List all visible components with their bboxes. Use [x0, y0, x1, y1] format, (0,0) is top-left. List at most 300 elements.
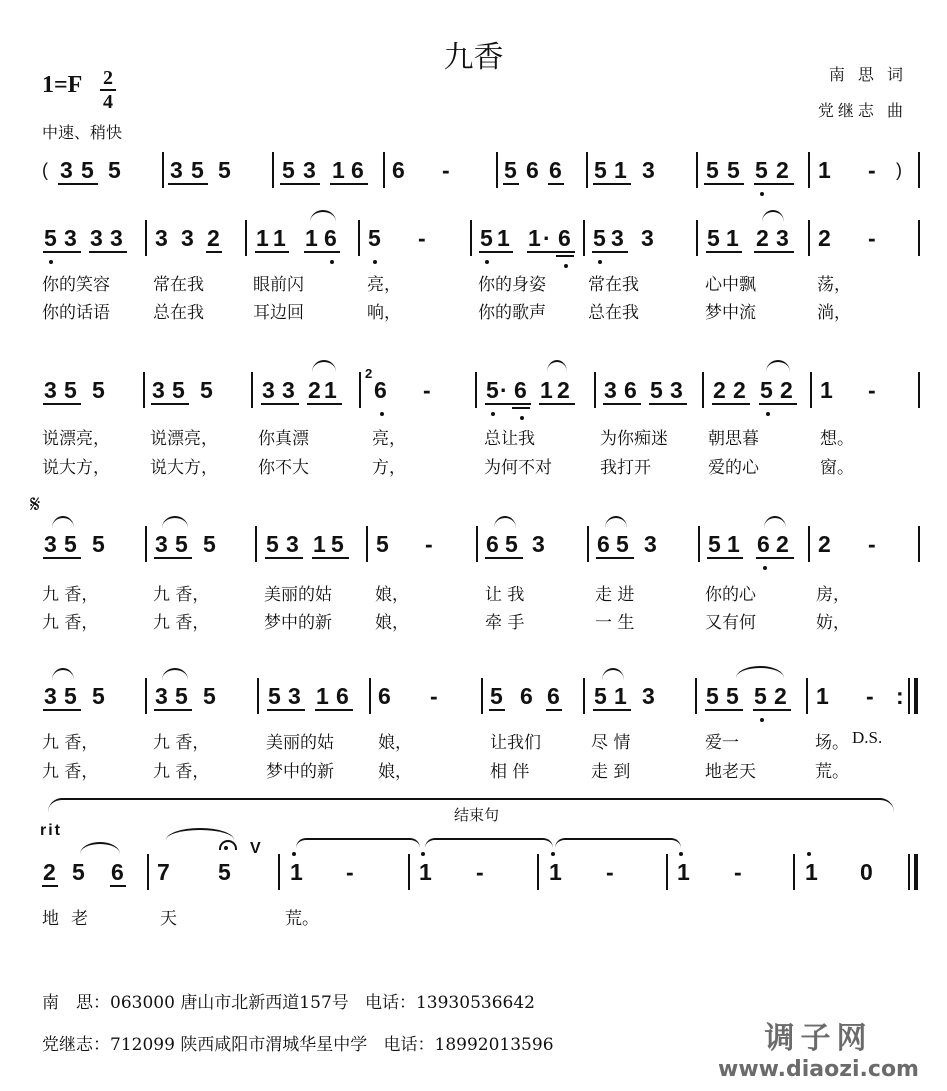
note: 6 [374, 377, 387, 403]
lyric-syllable: 朝思暮 [708, 429, 759, 449]
note: 1 [614, 157, 627, 183]
note: 2 [733, 377, 746, 403]
lyric-syllable: 亮， [372, 429, 406, 449]
note: 5 [218, 859, 231, 885]
lyric-syllable: 九 香， [153, 762, 210, 782]
note: 3 [44, 683, 57, 709]
note: · [500, 377, 508, 403]
tie [425, 838, 553, 850]
slur [52, 668, 74, 680]
lyric-syllable: 我打开 [600, 458, 651, 478]
note: 2 [776, 157, 789, 183]
note: 6 [324, 225, 337, 251]
note: 1 [273, 225, 286, 251]
key-signature: 1=F [42, 72, 83, 98]
note: - [442, 157, 450, 183]
beam-underline [503, 183, 519, 185]
tempo-marking: 中速、稍快 [42, 123, 123, 142]
note: 3 [262, 377, 275, 403]
lyric-syllable: 说漂亮， [150, 429, 218, 449]
repeat-dots: : [896, 683, 904, 709]
lyric-syllable: 让 我 [485, 585, 525, 605]
high-octave-dot [292, 852, 296, 856]
barline [147, 854, 149, 890]
lyric-syllable: 方， [372, 458, 406, 478]
barline [698, 526, 700, 562]
note: 5 [64, 377, 77, 403]
lyric-syllable: 窗。 [820, 458, 854, 478]
low-octave-dot [380, 412, 384, 416]
lyric-syllable: 你的笑容 [42, 275, 110, 295]
barline [257, 678, 259, 714]
note: 5 [108, 157, 121, 183]
barline [366, 526, 368, 562]
slur [764, 516, 786, 528]
note: · [543, 225, 551, 251]
high-octave-dot [807, 852, 811, 856]
note: 5 [754, 683, 767, 709]
note: 3 [303, 157, 316, 183]
low-octave-dot [330, 260, 334, 264]
beam-underline [304, 251, 340, 253]
lyric-syllable: 你真漂 [258, 429, 309, 449]
lyric-syllable: 天 [160, 909, 177, 929]
slur [80, 842, 120, 854]
note: 1 [820, 377, 833, 403]
beam-underline [265, 557, 303, 559]
segno-sign: 𝄋 [30, 490, 41, 518]
fermata-icon [219, 840, 237, 850]
beam-underline [707, 557, 743, 559]
note: 2 [308, 377, 321, 403]
lyric-syllable: 娘， [378, 733, 412, 753]
note: - [346, 859, 354, 885]
lyric-syllable: 心中飘 [705, 275, 756, 295]
lyric-syllable: 美丽的姑 [264, 585, 332, 605]
lyric-syllable: 为何不对 [484, 458, 552, 478]
watermark-brand: 调子网 [764, 1021, 873, 1056]
lyric-syllable: 场。 [815, 733, 849, 753]
note: 5 [616, 531, 629, 557]
note: 3 [282, 377, 295, 403]
note: 3 [44, 531, 57, 557]
barline [695, 678, 697, 714]
lyric-syllable: 你不大 [258, 458, 309, 478]
slur [766, 360, 790, 372]
lyrics-line-4-verse-1 [0, 580, 947, 604]
note: 5 [72, 859, 85, 885]
note: - [430, 683, 438, 709]
note: 3 [644, 531, 657, 557]
beam-underline [705, 709, 743, 711]
slur [166, 828, 234, 840]
note: 5 [44, 225, 57, 251]
note: 1 [614, 683, 627, 709]
slur [310, 210, 336, 222]
lyric-syllable: 荒。 [285, 909, 319, 929]
beam-underline [315, 709, 353, 711]
final-barline [914, 854, 918, 890]
lyrics-line-4-verse-2 [0, 608, 947, 632]
note: 2 [713, 377, 726, 403]
slur [547, 360, 567, 372]
barline [408, 854, 410, 890]
note: 2 [557, 377, 570, 403]
note: 5 [92, 683, 105, 709]
barline [808, 526, 810, 562]
note: 5 [505, 531, 518, 557]
beam-underline [89, 251, 127, 253]
lyric-syllable: 九 香， [42, 613, 99, 633]
lyrics-line-5-verse-2 [0, 757, 947, 781]
lyric-syllable: 九 香， [153, 613, 210, 633]
barline [908, 854, 910, 890]
composer-credit: 党继志 曲 [817, 101, 907, 120]
breath-mark: V [250, 840, 261, 857]
beam-underline [753, 709, 791, 711]
note: 5 [268, 683, 281, 709]
lyric-syllable: 为你痴迷 [600, 429, 668, 449]
beam-underline [42, 885, 58, 887]
note: 5 [64, 683, 77, 709]
note: 3 [642, 157, 655, 183]
lyrics-line-3-verse-1 [0, 424, 947, 448]
note: 5 [480, 225, 493, 251]
note: 3 [642, 683, 655, 709]
slur [494, 516, 516, 528]
note: 5 [92, 377, 105, 403]
lyric-syllable: 眼前闪 [253, 275, 304, 295]
note: 0 [860, 859, 873, 885]
note: 3 [90, 225, 103, 251]
note: 5 [218, 157, 231, 183]
lyrics-line-6 [0, 904, 947, 928]
note: 5 [650, 377, 663, 403]
beam-underline [43, 251, 81, 253]
barline [359, 372, 361, 408]
lyric-syllable: 你的歌声 [478, 303, 546, 323]
barline [586, 152, 588, 188]
low-octave-dot [763, 566, 767, 570]
note: 1 [419, 859, 432, 885]
note: 3 [604, 377, 617, 403]
barline [475, 372, 477, 408]
beam-underline [43, 403, 81, 405]
note: 3 [181, 225, 194, 251]
note: 1 [324, 377, 337, 403]
barline [143, 372, 145, 408]
note: 6 [526, 157, 539, 183]
lyricist-contact: 南 思：063000 唐山市北新西道157号 电话：13930536642 [42, 993, 535, 1013]
time-signature [100, 68, 116, 112]
score-line-2 [0, 224, 947, 264]
note: - [734, 859, 742, 885]
lyric-syllable: 荡， [817, 275, 851, 295]
high-octave-dot [421, 852, 425, 856]
barline [696, 152, 698, 188]
note: 2 [780, 377, 793, 403]
note: 3 [641, 225, 654, 251]
note: 1 [256, 225, 269, 251]
note: 1 [313, 531, 326, 557]
slur [162, 668, 188, 680]
lyric-syllable: 九 香， [153, 585, 210, 605]
barline [245, 220, 247, 256]
lyric-syllable: 说漂亮， [42, 429, 110, 449]
beam-underline [312, 557, 349, 559]
note: 6 [486, 531, 499, 557]
note: 3 [155, 683, 168, 709]
ds-marking: D.S. [852, 728, 883, 747]
beam-underline [58, 183, 98, 185]
low-octave-dot [766, 412, 770, 416]
beam-underline [168, 183, 208, 185]
beam-underline [485, 403, 531, 405]
note: 6 [549, 157, 562, 183]
low-octave-dot [598, 260, 602, 264]
note: 5 [490, 683, 503, 709]
lyric-syllable: 九 香， [153, 733, 210, 753]
beam-underline [255, 251, 289, 253]
barline [583, 678, 585, 714]
note: 5 [331, 531, 344, 557]
barline [251, 372, 253, 408]
note: 5 [594, 157, 607, 183]
slur [602, 668, 624, 680]
note: 5 [707, 225, 720, 251]
note: 6 [597, 531, 610, 557]
lyric-syllable: 相 伴 [490, 762, 530, 782]
note: 1 [805, 859, 818, 885]
barline [696, 220, 698, 256]
barline [666, 854, 668, 890]
note: 3 [286, 531, 299, 557]
beam-underline [593, 709, 631, 711]
note: - [866, 683, 874, 709]
lyric-syllable: 梦中流 [705, 303, 756, 323]
low-octave-dot [760, 192, 764, 196]
lyric-syllable: 想。 [820, 429, 854, 449]
note: 6 [558, 225, 571, 251]
note: 5 [203, 531, 216, 557]
note: - [418, 225, 426, 251]
barline [537, 854, 539, 890]
barline [908, 678, 910, 714]
score-line-6 [0, 840, 947, 898]
note: - [868, 157, 876, 183]
lyric-syllable: 荒。 [815, 762, 849, 782]
score-line-4 [0, 530, 947, 570]
lyric-syllable: 淌， [817, 303, 851, 323]
lyric-syllable: 美丽的姑 [266, 733, 334, 753]
beam-underline [330, 183, 368, 185]
beam-underline [546, 709, 562, 711]
lyric-syllable: 妨， [816, 613, 850, 633]
note: 2 [776, 531, 789, 557]
barline [481, 678, 483, 714]
tie [296, 838, 420, 850]
note: - [868, 377, 876, 403]
note: 6 [336, 683, 349, 709]
barline [587, 526, 589, 562]
high-octave-dot [679, 852, 683, 856]
barline [583, 220, 585, 256]
tie [555, 838, 681, 850]
note: 5 [203, 683, 216, 709]
note: 5 [64, 531, 77, 557]
note: 3 [611, 225, 624, 251]
note: - [868, 531, 876, 557]
barline [369, 678, 371, 714]
beam-underline [539, 403, 575, 405]
note: 5 [368, 225, 381, 251]
barline [793, 854, 795, 890]
beam-underline [110, 885, 126, 887]
barline [358, 220, 360, 256]
barline [702, 372, 704, 408]
note: - [425, 531, 433, 557]
barline [145, 678, 147, 714]
lyric-syllable: 爱一 [705, 733, 739, 753]
barline [918, 152, 920, 188]
barline [806, 678, 808, 714]
lyricist-credit: 南 思 词 [828, 65, 907, 84]
note: 3 [64, 225, 77, 251]
beam-underline [479, 251, 513, 253]
note: 2 [818, 225, 831, 251]
note: 5 [175, 531, 188, 557]
lyric-syllable: 说大方， [42, 458, 110, 478]
lyric-syllable: 你的身姿 [478, 275, 546, 295]
beam-underline [151, 403, 189, 405]
ending-label: 结束句 [454, 806, 500, 824]
lyric-syllable: 又有何 [705, 613, 756, 633]
barline [470, 220, 472, 256]
note: 6 [514, 377, 527, 403]
barline [918, 526, 920, 562]
barline [383, 152, 385, 188]
note: 5 [706, 157, 719, 183]
note: 6 [624, 377, 637, 403]
note: 3 [288, 683, 301, 709]
beam-underline [603, 403, 641, 405]
note: 1 [540, 377, 553, 403]
note: 1 [726, 225, 739, 251]
barline [810, 372, 812, 408]
lyric-syllable: 常在我 [588, 275, 639, 295]
barline [496, 152, 498, 188]
note: 1 [528, 225, 541, 251]
note: 2 [207, 225, 220, 251]
lyric-syllable: 地老天 [705, 762, 756, 782]
score-line-1 [0, 156, 947, 196]
note: 6 [378, 683, 391, 709]
barline [145, 526, 147, 562]
note: 3 [532, 531, 545, 557]
barline [255, 526, 257, 562]
note: 2 [756, 225, 769, 251]
barline [808, 220, 810, 256]
beam-underline [754, 251, 794, 253]
lyric-syllable: 地老 [42, 909, 100, 929]
score-line-3 [0, 366, 947, 416]
beam-underline [154, 557, 192, 559]
lyric-syllable: 尽 情 [591, 733, 631, 753]
lyric-syllable: 总让我 [484, 429, 535, 449]
beam-underline [261, 403, 299, 405]
note: 3 [60, 157, 73, 183]
note: 5 [706, 683, 719, 709]
note: 5 [708, 531, 721, 557]
note: 3 [155, 225, 168, 251]
beam-underline [649, 403, 687, 405]
beam-underline [548, 183, 564, 185]
lyric-syllable: 走 到 [591, 762, 631, 782]
lyric-syllable: 九 香， [42, 762, 99, 782]
lyric-syllable: 娘， [375, 613, 409, 633]
lyric-syllable: 娘， [375, 585, 409, 605]
note: 5 [376, 531, 389, 557]
note: 6 [351, 157, 364, 183]
slur [736, 666, 784, 678]
note: 6 [392, 157, 405, 183]
note: 6 [757, 531, 770, 557]
close-paren: ) [896, 160, 902, 180]
barline [594, 372, 596, 408]
beam-underline [489, 709, 505, 711]
slur [312, 360, 336, 372]
open-paren: ( [42, 160, 48, 180]
barline [145, 220, 147, 256]
lyrics-line-5-verse-1 [0, 728, 947, 752]
beam-underline [512, 407, 530, 409]
note: 5 [593, 225, 606, 251]
note: 1 [290, 859, 303, 885]
time-signature-top: 2 [103, 67, 113, 89]
score-line-5 [0, 682, 947, 722]
note: - [476, 859, 484, 885]
note: 3 [44, 377, 57, 403]
note: 1 [677, 859, 690, 885]
lyric-syllable: 总在我 [153, 303, 204, 323]
note: 6 [111, 859, 124, 885]
lyrics-line-3-verse-2 [0, 453, 947, 477]
lyric-syllable: 娘， [378, 762, 412, 782]
grace-note: 2 [365, 366, 373, 381]
low-octave-dot [373, 260, 377, 264]
song-title: 九香 [443, 40, 504, 75]
lyric-syllable: 房， [816, 585, 850, 605]
note: 3 [670, 377, 683, 403]
composer-contact: 党继志：712099 陕西咸阳市渭城华星中学 电话：18992013596 [42, 1035, 554, 1055]
lyric-syllable: 响， [367, 303, 401, 323]
lyric-syllable: 九 香， [42, 733, 99, 753]
slur [762, 210, 784, 222]
beam-underline [206, 251, 222, 253]
beam-underline [527, 251, 575, 253]
note: 3 [155, 531, 168, 557]
low-octave-dot [520, 416, 524, 420]
beam-underline [592, 251, 628, 253]
lyric-syllable: 说大方， [150, 458, 218, 478]
note: 5 [191, 157, 204, 183]
beam-underline [267, 709, 305, 711]
lyrics-line-2-verse-1 [0, 270, 947, 294]
beam-underline [556, 255, 574, 257]
slur [605, 516, 627, 528]
note: 5 [504, 157, 517, 183]
barline [918, 220, 920, 256]
